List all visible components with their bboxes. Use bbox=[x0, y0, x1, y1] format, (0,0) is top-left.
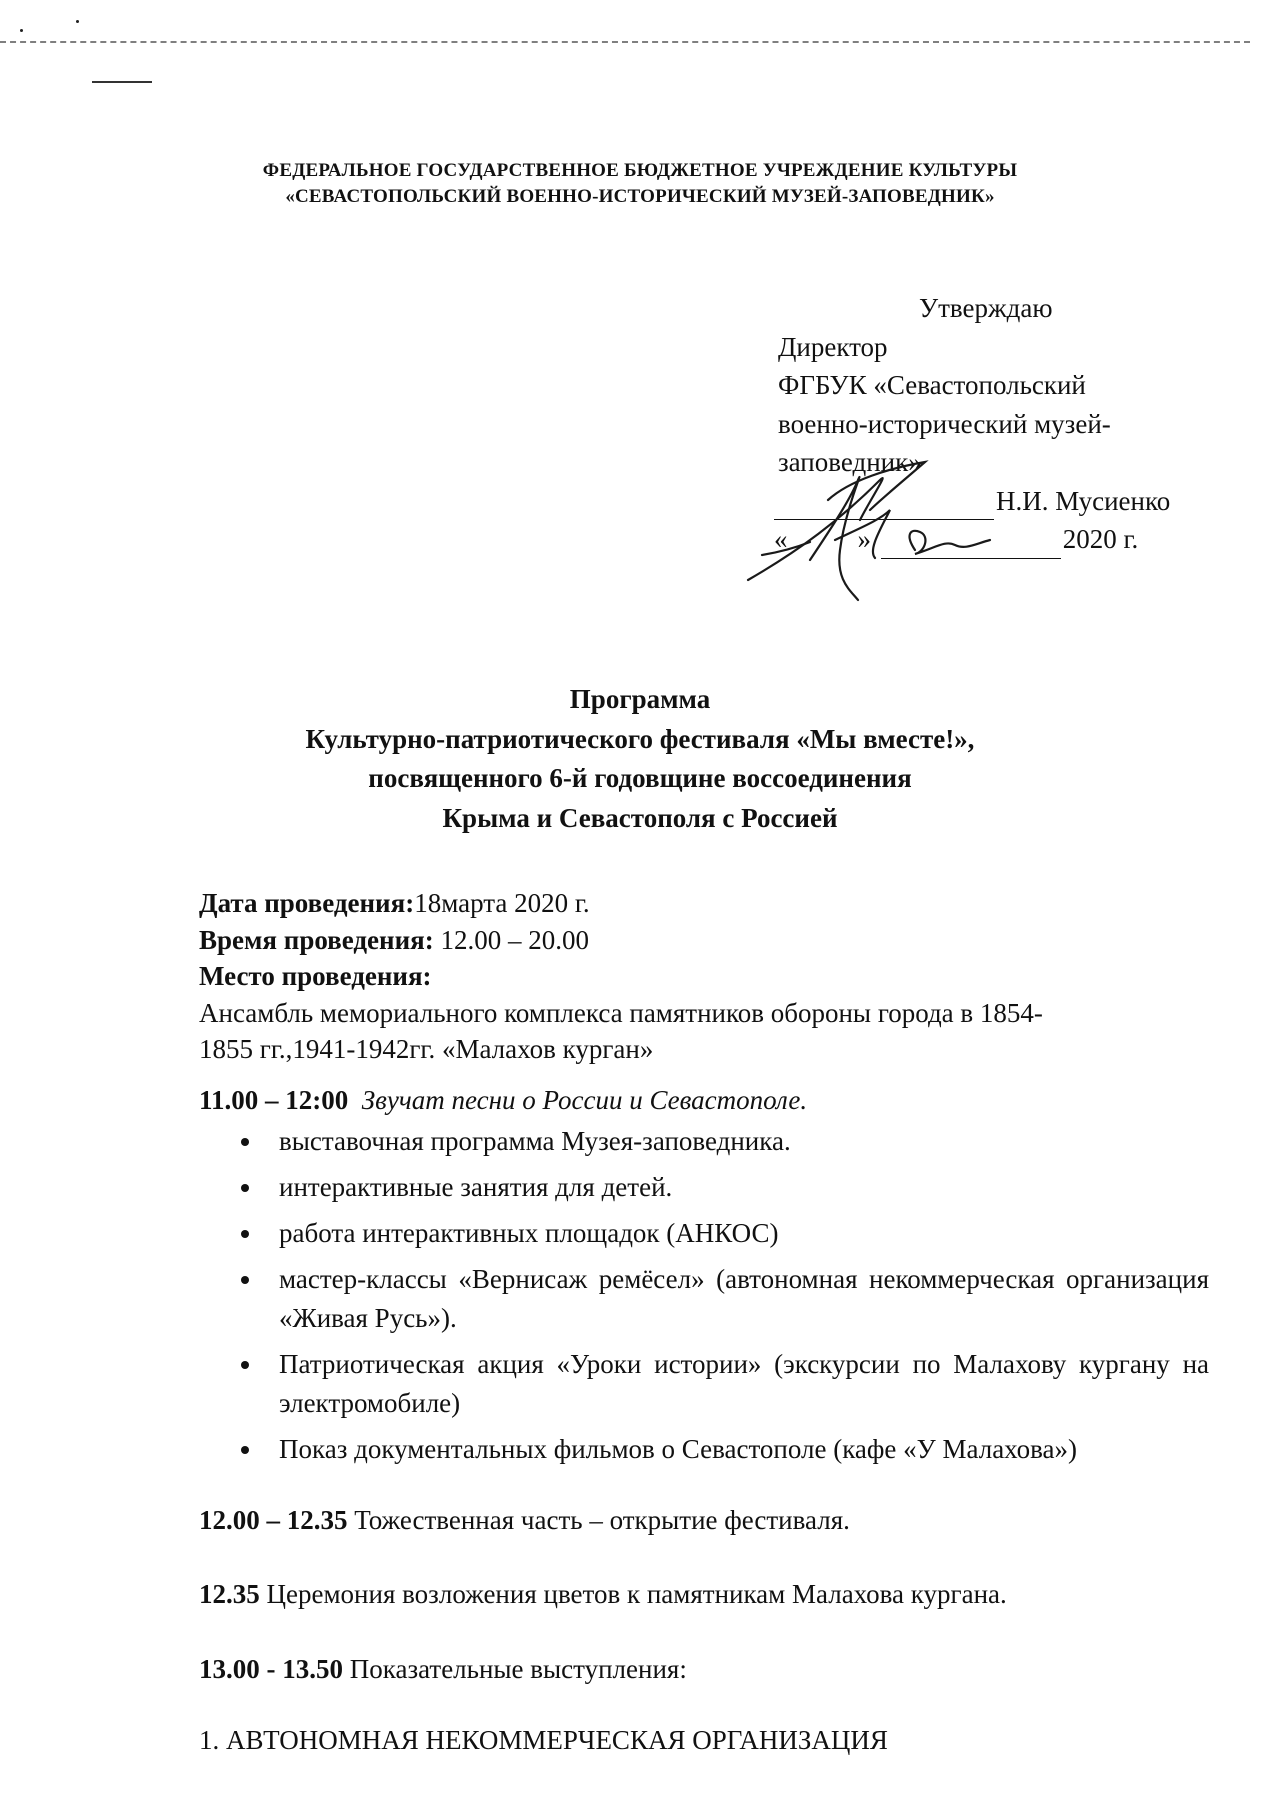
slot-3-time: 12.35 bbox=[199, 1579, 260, 1609]
director-signature bbox=[740, 440, 1040, 620]
date-close-quote: » bbox=[857, 524, 871, 554]
list-item-text: выставочная программа Музея-заповедника. bbox=[279, 1126, 791, 1156]
list-item bbox=[199, 1260, 1209, 1338]
scan-border-line bbox=[0, 41, 1250, 43]
program-title-line-3: посвященного 6-й годовщине воссоединения bbox=[368, 763, 912, 793]
event-time-label: Время проведения: bbox=[199, 924, 434, 955]
date-open-quote: « bbox=[774, 524, 788, 554]
program-title-line-4: Крыма и Севастополя с Россией bbox=[442, 802, 838, 833]
event-time-value: 12.00 – 20.00 bbox=[433, 924, 589, 955]
program-title-line-1: Программа bbox=[569, 684, 711, 714]
list-item bbox=[199, 1345, 1209, 1423]
schedule-slot-4 bbox=[199, 1651, 1209, 1687]
program-title-line-2: Культурно-патриотического фестиваля «Мы вместе!», bbox=[305, 723, 975, 754]
director-name: Н.И. Мусиенко bbox=[996, 485, 1171, 516]
slot-2-text: Тожественная часть – открытие фестиваля. bbox=[347, 1505, 850, 1535]
performers-item-1 bbox=[199, 1722, 1209, 1758]
signature-stroke bbox=[910, 531, 990, 554]
schedule-slot-3 bbox=[199, 1576, 1209, 1612]
scan-speck bbox=[20, 29, 23, 32]
bullet-icon bbox=[241, 1276, 249, 1284]
slot-1-time: 11.00 – 12:00 bbox=[199, 1085, 349, 1115]
event-date-row bbox=[199, 885, 1189, 922]
slot-4-text: Показательные выступления: bbox=[343, 1654, 687, 1684]
performers-item-1-text: 1. АВТОНОМНАЯ НЕКОММЕРЧЕСКАЯ ОРГАНИЗАЦИЯ bbox=[199, 1725, 888, 1755]
list-item-text: Патриотическая акция «Уроки истории» (экскурсии по Малахову кургану на электромобиле) bbox=[279, 1349, 1209, 1418]
bullet-icon bbox=[241, 1230, 249, 1238]
approval-org-line-3: заповедник» bbox=[778, 447, 922, 477]
scan-speck bbox=[76, 20, 79, 23]
approval-year: 2020 г. bbox=[1062, 524, 1139, 554]
list-item-text: работа интерактивных площадок (АНКОС) bbox=[279, 1218, 779, 1248]
approval-org-line-1: ФГБУК «Севастопольский bbox=[778, 370, 1086, 400]
event-place-line-2: 1855 гг.,1941-1942гг. «Малахов курган» bbox=[199, 1034, 654, 1064]
bullet-icon bbox=[241, 1184, 249, 1192]
event-date-label: Дата проведения: bbox=[199, 888, 415, 918]
list-item-text: Показ документальных фильмов о Севастополе (кафе «У Малахова») bbox=[279, 1434, 1078, 1464]
event-place-line-1: Ансамбль мемориального комплекса памятников обороны города в 1854- bbox=[199, 997, 1043, 1028]
bullet-icon bbox=[241, 1446, 249, 1454]
signature-stroke bbox=[828, 462, 925, 510]
org-header-line-2: «СЕВАСТОПОЛЬСКИЙ ВОЕННО-ИСТОРИЧЕСКИЙ МУЗЕЙ-ЗАПОВЕДНИК» bbox=[285, 186, 995, 207]
scan-mark bbox=[92, 81, 152, 83]
list-item bbox=[199, 1214, 1209, 1253]
signature-stroke bbox=[748, 478, 883, 580]
slot-1-text: Звучат песни о России и Севастополе. bbox=[361, 1085, 808, 1115]
program-title bbox=[0, 680, 1280, 838]
event-date-value: 18марта 2020 г. bbox=[414, 888, 590, 918]
list-item-text: мастер-классы «Вернисаж ремёсел» (автономная некоммерческая организация «Живая Русь»). bbox=[279, 1264, 1209, 1333]
slot-1-activity-list bbox=[199, 1122, 1209, 1476]
director-position: Директор bbox=[778, 331, 888, 362]
bullet-icon bbox=[241, 1138, 249, 1146]
event-place-row bbox=[199, 958, 1189, 995]
list-item bbox=[199, 1430, 1209, 1469]
event-place-label: Место проведения: bbox=[199, 961, 432, 991]
org-header-line-1: ФЕДЕРАЛЬНОЕ ГОСУДАРСТВЕННОЕ БЮДЖЕТНОЕ УЧРЕЖДЕНИЕ КУЛЬТУРЫ bbox=[262, 160, 1018, 181]
event-info bbox=[199, 885, 1189, 1068]
event-time-row bbox=[199, 922, 1189, 959]
approval-word: Утверждаю bbox=[919, 293, 1053, 323]
list-item bbox=[199, 1122, 1209, 1161]
signature-stroke bbox=[762, 542, 810, 555]
schedule-slot-1 bbox=[199, 1082, 1209, 1118]
bullet-icon bbox=[241, 1361, 249, 1369]
slot-3-text: Церемония возложения цветов к памятникам Малахова кургана. bbox=[259, 1579, 1007, 1609]
organization-header bbox=[0, 158, 1280, 210]
list-item-text: интерактивные занятия для детей. bbox=[279, 1172, 673, 1202]
list-item bbox=[199, 1168, 1209, 1207]
schedule-slot-2 bbox=[199, 1502, 1209, 1538]
slot-4-time: 13.00 - 13.50 bbox=[199, 1654, 343, 1684]
approval-org-line-2: военно-исторический музей- bbox=[778, 408, 1111, 439]
slot-2-time: 12.00 – 12.35 bbox=[199, 1505, 348, 1535]
